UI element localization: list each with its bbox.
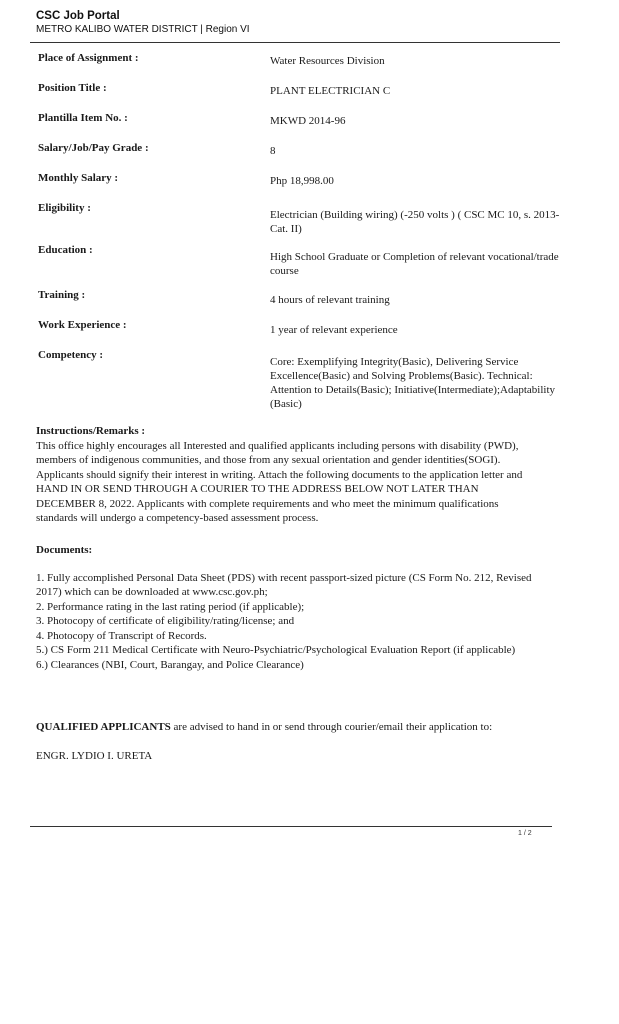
- document-item: 4. Photocopy of Transcript of Records.: [36, 629, 207, 642]
- field-value: PLANT ELECTRICIAN C: [270, 85, 391, 97]
- qualified-section: [36, 720, 556, 763]
- field-label: Plantilla Item No. :: [38, 112, 128, 124]
- page-number: 1 / 2: [518, 830, 532, 837]
- header-divider: [30, 42, 560, 43]
- document-item: 3. Photocopy of certificate of eligibility/rating/license; and: [36, 615, 295, 627]
- qualified-line: [36, 720, 556, 735]
- field-value: 4 hours of relevant training: [270, 294, 390, 306]
- document-item: 2. Performance rating in the last rating period (if applicable);: [36, 600, 305, 613]
- field-label: Monthly Salary :: [38, 172, 119, 184]
- field-label: Eligibility :: [38, 202, 91, 214]
- field-label: Training :: [38, 289, 86, 301]
- field-value: Core: Exemplifying Integrity(Basic), Delivering Service Excellence(Basic) and Solving Problems(Basic). Technical: Attention to Details(Basic); Initiative(Intermediate);Adaptability (Basic): [270, 356, 555, 410]
- footer-divider: [30, 826, 552, 827]
- field-value: 1 year of relevant experience: [270, 324, 398, 336]
- agency-subtitle: METRO KALIBO WATER DISTRICT | Region VI: [36, 24, 250, 35]
- field-value: 8: [270, 145, 276, 157]
- document-header: [36, 9, 561, 36]
- portal-title: CSC Job Portal: [36, 10, 120, 22]
- document-item: 5.) CS Form 211 Medical Certificate with Neuro-Psychiatric/Psychological Evaluation Report (if applicable): [36, 644, 516, 656]
- field-label: Work Experience :: [38, 319, 127, 331]
- field-label: Place of Assignment :: [38, 52, 139, 64]
- qualified-text: are advised to hand in or send through courier/email their application to:: [170, 721, 493, 733]
- field-label: Position Title :: [38, 82, 107, 94]
- documents-heading: Documents:: [36, 544, 93, 556]
- instructions-section: [36, 424, 536, 526]
- field-value: High School Graduate or Completion of relevant vocational/trade course: [270, 251, 559, 277]
- instructions-heading: Instructions/Remarks :: [36, 425, 146, 437]
- documents-section: [36, 543, 536, 672]
- field-label: Competency :: [38, 349, 104, 361]
- document-item: 6.) Clearances (NBI, Court, Barangay, and Police Clearance): [36, 658, 304, 671]
- qualified-label: QUALIFIED APPLICANTS: [36, 721, 171, 733]
- field-value: Water Resources Division: [270, 55, 385, 67]
- field-value: Php 18,998.00: [270, 175, 334, 187]
- field-label: Education :: [38, 244, 93, 256]
- field-value: MKWD 2014-96: [270, 115, 346, 127]
- field-value: Electrician (Building wiring) (-250 volts ) ( CSC MC 10, s. 2013- Cat. II): [270, 209, 560, 235]
- instructions-text: This office highly encourages all Interested and qualified applicants including persons with disability (PWD), members of indigenous communities, and those from any sexual orientation and gender identities(SOGI). Applicants should signify their interest in writing. Attach the following documents to the application letter and HAND IN OR SEND THROUGH A COURIER TO THE ADDRESS BELOW NOT LATER THAN DECEMBER 8, 2022. Applicants with complete requirements and who meet the minimum qualifications standards will undergo a competency-based assessment process.: [36, 439, 523, 524]
- field-label: Salary/Job/Pay Grade :: [38, 142, 149, 154]
- document-item: 1. Fully accomplished Personal Data Sheet (PDS) with recent passport-sized picture (CS Form No. 212, Revised 2017) which can be downloaded at www.csc.gov.ph;: [36, 571, 532, 598]
- contact-name: ENGR. LYDIO I. URETA: [36, 749, 153, 762]
